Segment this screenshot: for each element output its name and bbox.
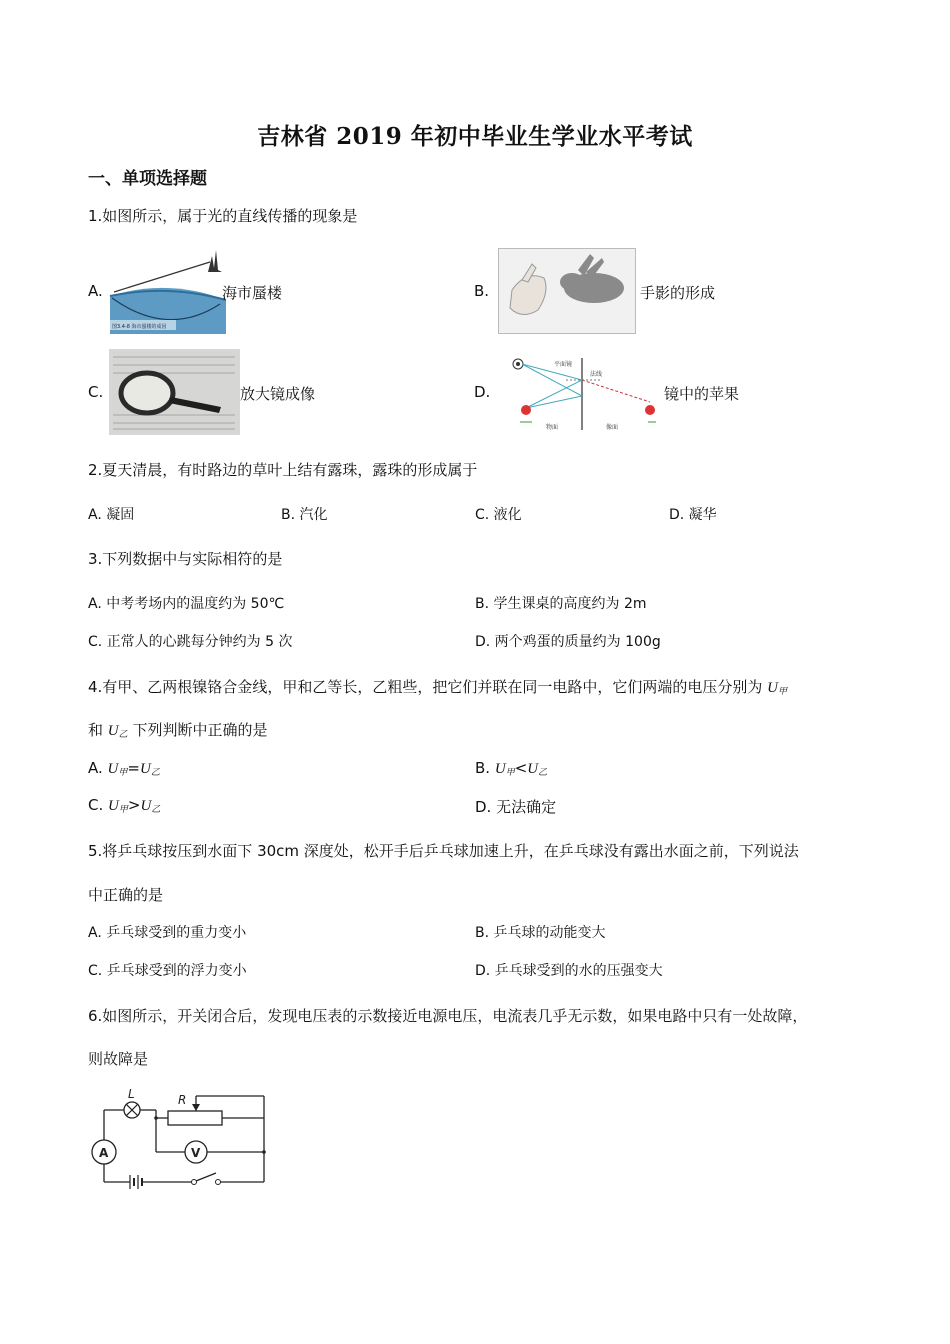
q1-option-d-caption: 镜中的苹果 (664, 385, 740, 403)
q5-option-d[interactable]: D. 乒乓球受到的水的压强变大 (475, 963, 663, 979)
voltmeter-label: V (191, 1146, 201, 1160)
circuit-diagram (86, 1084, 272, 1194)
mirage-caption: 图3.4-8 海市蜃楼的成因 (112, 324, 167, 330)
q1-option-a-caption: 海市蜃楼 (222, 284, 283, 302)
q2-option-c[interactable]: C. 液化 (475, 507, 522, 523)
q6-stem-line1: 6.如图所示，开关闭合后，发现电压表的示数接近电源电压，电流表几乎无示数，如果电路中只有一处故障， (88, 1007, 808, 1025)
mirror-apple-diagram (506, 354, 666, 434)
svg-text:像面: 像面 (606, 424, 619, 431)
q1-option-b-caption: 手影的形成 (640, 284, 716, 302)
q5-stem-line2: 中正确的是 (88, 886, 164, 904)
ammeter-label: A (99, 1146, 109, 1160)
q1-option-b-letter[interactable]: B. (474, 282, 490, 300)
q1-option-c-caption: 放大镜成像 (240, 385, 316, 403)
q4-option-a[interactable]: A. $U_甲=U_乙$ (88, 759, 160, 778)
mirage-image (108, 248, 230, 334)
q2-option-d[interactable]: D. 凝华 (669, 507, 717, 523)
q2-option-a[interactable]: A. 凝固 (88, 507, 135, 523)
q1-stem: 1.如图所示，属于光的直线传播的现象是 (88, 207, 358, 225)
q4-stem-line1: 4.有甲、乙两根镍铬合金线，甲和乙等长，乙粗些，把它们并联在同一电路中，它们两端的电压分别为 $U_甲$ (88, 678, 787, 697)
q6-stem-line2: 则故障是 (88, 1050, 149, 1068)
q2-option-b[interactable]: B. 汽化 (281, 507, 328, 523)
mirror-label: 平面镜 (554, 361, 573, 368)
q4-stem-line2: 和 $U_乙$ 下列判断中正确的是 (88, 721, 268, 740)
q1-option-c-letter[interactable]: C. (88, 383, 104, 401)
svg-text:法线: 法线 (590, 371, 603, 378)
rheostat-label: R (178, 1093, 187, 1107)
q4-option-d[interactable]: D. 无法确定 (475, 798, 557, 816)
magnifier-image (109, 349, 240, 435)
svg-text:物面: 物面 (546, 424, 559, 431)
hand-shadow-image (498, 248, 636, 334)
q5-option-c[interactable]: C. 乒乓球受到的浮力变小 (88, 963, 247, 979)
q1-option-a-letter[interactable]: A. (88, 282, 103, 300)
q3-option-b[interactable]: B. 学生课桌的高度约为 2m (475, 596, 647, 612)
q5-option-a[interactable]: A. 乒乓球受到的重力变小 (88, 925, 247, 941)
q3-option-d[interactable]: D. 两个鸡蛋的质量约为 100g (475, 634, 661, 650)
q3-option-c[interactable]: C. 正常人的心跳每分钟约为 5 次 (88, 634, 293, 650)
lamp-label: L (128, 1087, 135, 1101)
section-heading: 一、单项选择题 (88, 169, 207, 189)
q4-option-c[interactable]: C. $U_甲>U_乙$ (88, 796, 161, 815)
q2-stem: 2.夏天清晨，有时路边的草叶上结有露珠，露珠的形成属于 (88, 461, 478, 479)
q3-option-a[interactable]: A. 中考考场内的温度约为 50℃ (88, 596, 285, 612)
q5-option-b[interactable]: B. 乒乓球的动能变大 (475, 925, 606, 941)
q5-stem-line1: 5.将乒乓球按压到水面下 30cm 深度处，松开手后乒乓球加速上升，在乒乓球没有露出水面之前，下列说法 (88, 842, 799, 860)
q1-option-d-letter[interactable]: D. (474, 383, 491, 401)
q4-option-b[interactable]: B. $U_甲<U_乙$ (475, 759, 548, 778)
q3-stem: 3.下列数据中与实际相符的是 (88, 550, 283, 568)
page-title: 吉林省 2019 年初中毕业生学业水平考试 (257, 123, 693, 150)
switch-icon (192, 1180, 197, 1185)
